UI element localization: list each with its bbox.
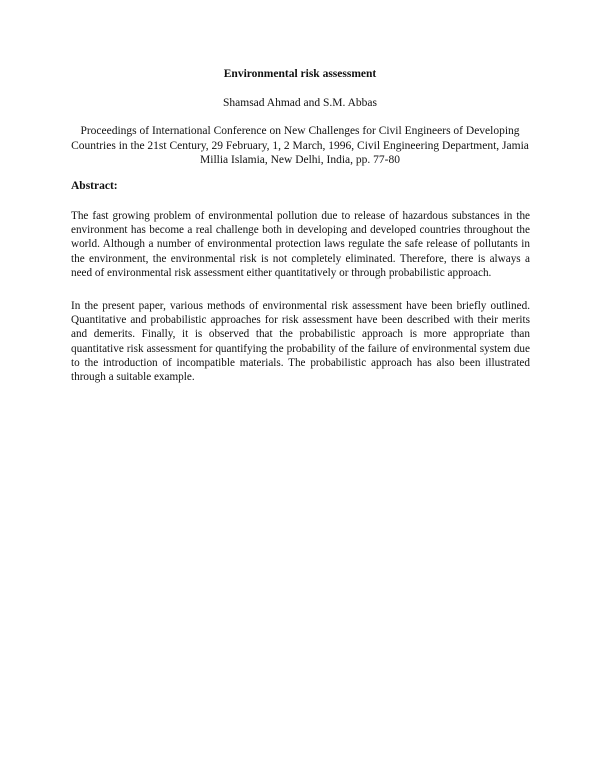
abstract-heading: Abstract: (71, 180, 118, 192)
paper-authors: Shamsad Ahmad and S.M. Abbas (223, 97, 377, 109)
proceedings-citation: Proceedings of International Conference on New Challenges for Civil Engineers of Developing Countries in the 21st Century, 29 February, 1, 2 March, 1996, Civil Engineering Department, Jamia Millia Islamia, New Delhi, India, pp. 77-80 (71, 125, 529, 166)
abstract-paragraph-2: In the present paper, various methods of environmental risk assessment have been briefly outlined. Quantitative and probabilistic approaches for risk assessment have been described with their merits and demerits. Finally, it is observed that the probabilistic approach is more appropriate than quantitative risk assessment for quantifying the probability of the failure of environmental system due to the introduction of incompatible materials. The probabilistic approach has also been illustrated through a suitable example. (71, 300, 530, 384)
paper-title: Environmental risk assessment (223, 68, 377, 80)
abstract-paragraph-1: The fast growing problem of environmental pollution due to release of hazardous substances in the environment has become a real challenge both in developing and developed countries throughout the world. Although a number of environmental protection laws regulate the safe release of pollutants in the environment, the environmental risk is not completely eliminated. Therefore, there is always a need of environmental risk assessment either quantitatively or through probabilistic approach. (71, 210, 530, 279)
